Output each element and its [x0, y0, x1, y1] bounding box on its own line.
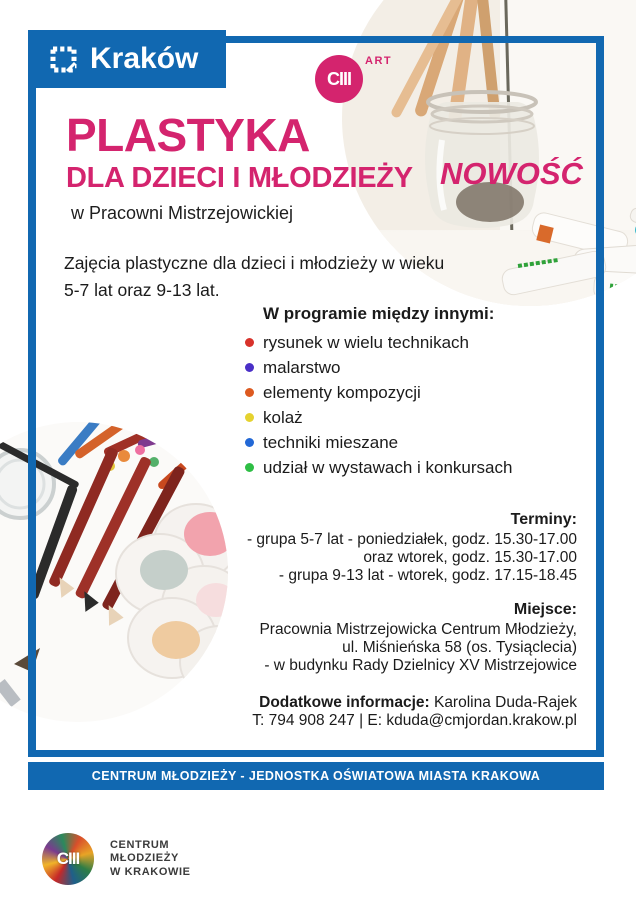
location-line: Pracownia Mistrzejowicka Centrum Młodzieży,	[259, 621, 577, 638]
footer-logo-text	[110, 839, 191, 880]
schedule-line: oraz wtorek, godz. 15.30-17.00	[363, 549, 577, 566]
bullet-icon	[245, 338, 254, 347]
footer-banner: CENTRUM MŁODZIEŻY - JEDNOSTKA OŚWIATOWA MIASTA KRAKOWA	[28, 762, 604, 790]
contact-label: Dodatkowe informacje:	[259, 694, 430, 711]
frame-border-bottom	[28, 750, 604, 757]
program-item-label: kolaż	[263, 407, 303, 427]
contact-line1	[252, 694, 577, 712]
bullet-icon	[245, 413, 254, 422]
cm-colorful-logo-icon	[42, 833, 94, 885]
footer-logo-line: MŁODZIEŻY	[110, 852, 179, 865]
intro-line1: Zajęcia plastyczne dla dzieci i młodzieży w wieku	[64, 253, 445, 273]
title-line2: DLA DZIECI I MŁODZIEŻY	[66, 162, 413, 194]
bullet-icon	[245, 388, 254, 397]
title-line1: PLASTYKA	[66, 109, 310, 161]
program-item-label: techniki mieszane	[263, 432, 399, 452]
schedule-section	[247, 511, 577, 585]
krakow-logo-wordmark: Kraków	[90, 42, 199, 75]
contact-name: Karolina Duda-Rajek	[429, 694, 577, 711]
footer-monogram: CIII	[56, 849, 80, 868]
location-line: ul. Miśnieńska 58 (os. Tysiąclecia)	[342, 639, 577, 656]
new-badge: NOWOŚĆ	[440, 156, 583, 191]
bullet-icon	[245, 438, 254, 447]
contact-section	[252, 694, 577, 730]
krakow-dashed-square-icon	[50, 46, 77, 73]
schedule-line: - grupa 5-7 lat - poniedziałek, godz. 15.30-17.00	[246, 531, 577, 548]
footer-logo-line: CENTRUM	[110, 838, 170, 851]
cm-art-logo	[315, 55, 393, 103]
list-item	[245, 405, 512, 430]
intro-text	[64, 250, 444, 304]
list-item	[245, 430, 512, 455]
program-item-label: udział w wystawach i konkursach	[263, 457, 513, 477]
list-item	[245, 355, 512, 380]
bullet-icon	[245, 363, 254, 372]
schedule-line: - grupa 9-13 lat - wtorek, godz. 17.15-18.45	[278, 567, 577, 584]
location-section	[259, 601, 577, 675]
footer-logo	[42, 833, 191, 885]
list-item	[245, 380, 512, 405]
program-item-label: elementy kompozycji	[263, 382, 421, 402]
cm-art-label: ART	[365, 55, 393, 67]
program-item-label: rysunek w wielu technikach	[263, 332, 469, 352]
location-line: - w budynku Rady Dzielnicy XV Mistrzejowice	[264, 657, 577, 674]
schedule-heading: Terminy:	[510, 511, 577, 528]
program-section	[245, 304, 512, 480]
cm-logo-circle	[315, 55, 363, 103]
bullet-icon	[245, 463, 254, 472]
frame-border-right	[596, 36, 604, 757]
footer-logo-line: W KRAKOWIE	[110, 865, 191, 878]
program-heading: W programie między innymi:	[263, 304, 495, 323]
contact-line2: T: 794 908 247 | E: kduda@cmjordan.krakow.pl	[252, 712, 577, 729]
intro-line2: 5-7 lat oraz 9-13 lat.	[64, 280, 220, 300]
krakow-logo-bar	[28, 30, 226, 88]
cm-monogram: CIII	[326, 68, 351, 89]
location-heading: Miejsce:	[513, 601, 577, 618]
list-item	[245, 330, 512, 355]
page-title	[66, 110, 413, 194]
list-item	[245, 455, 512, 480]
subtitle: w Pracowni Mistrzejowickiej	[71, 203, 294, 223]
frame-border-left	[28, 36, 36, 757]
program-item-label: malarstwo	[263, 357, 341, 377]
